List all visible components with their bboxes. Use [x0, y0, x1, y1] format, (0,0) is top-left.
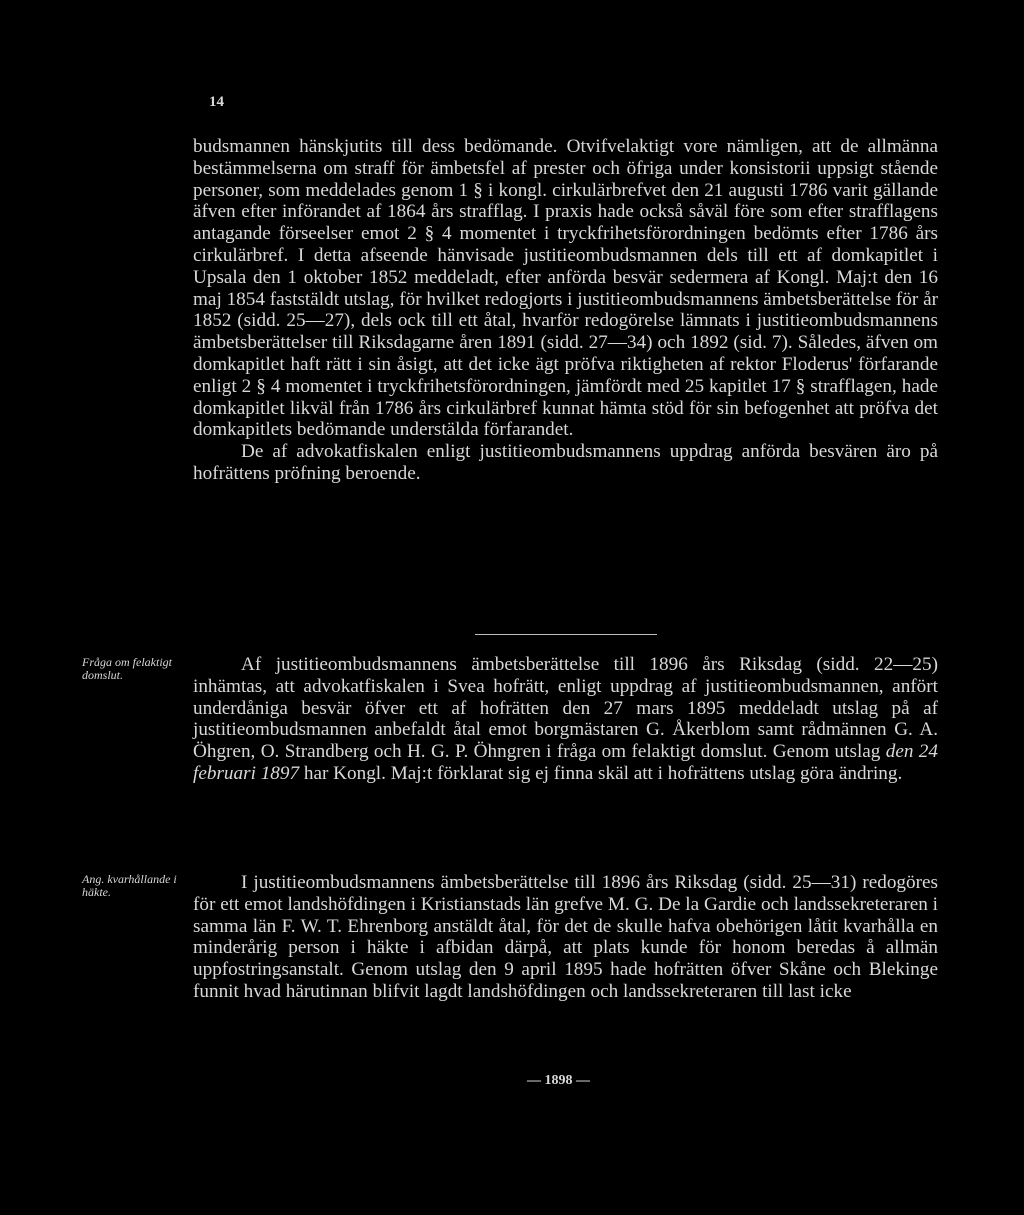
paragraph-3 [193, 654, 938, 785]
paragraph-3-end: har Kongl. Maj:t förklarat sig ej finna skäl att i hofrättens utslag göra ändring. [299, 762, 903, 784]
section-3 [193, 872, 938, 1003]
paragraph-3-date: den 24 februari 1897 [193, 741, 938, 784]
section-2 [193, 654, 938, 785]
paragraph-3-start: Af justitieombudsmannens ämbetsberättelse till 1896 års Riksdag (sidd. 22—25) inhämtas, att advokatfiskalen i Svea hofrätt, enligt uppdrag af justitieombudsmannen, anfört underdåniga besvär öfver ett af hofrätten den 27 mars 1895 meddeladt utslag på af justitieombudsmannen anbefaldt åtal emot borgmästaren G. Åkerblom samt rådmännen G. A. Öhgren, O. Strandberg och H. G. P. Öhngren i fråga om felaktigt domslut. Genom utslag [193, 654, 938, 763]
margin-note-1: Fråga om felaktigt domslut. [82, 655, 172, 682]
section-divider [475, 634, 657, 635]
page-footer: — 1898 — [527, 1073, 590, 1088]
paragraph-4: I justitieombudsmannens ämbetsberättelse till 1896 års Riksdag (sidd. 25—31) redogöres för ett emot landshöfdingen i Kristianstads län grefve M. G. De la Gardie och landssekreteraren i samma län F. W. T. Ehrenborg anstäldt åtal, för det de skulle hafva obehörigen låtit kvarhålla en minderårig person i häkte i afbidan därpå, att plats kunde för honom beredas å allmän uppfostringsanstalt. Genom utslag den 9 april 1895 hade hofrätten öfver Skåne och Blekinge funnit hvad härutinnan blifvit lagdt landshöfdingen och landssekreteraren till last icke [193, 872, 938, 1002]
page-number: 14 [209, 94, 224, 110]
section-1 [193, 136, 938, 485]
paragraph-1: budsmannen hänskjutits till dess bedömande. Otvifvelaktigt vore nämligen, att de allmänna bestämmelserna om straff för ämbetsfel af prester och öfriga under konsistorii uppsigt stående personer, som meddelades genom 1 § i kongl. cirkulärbrefvet den 21 augusti 1786 varit gällande äfven efter införandet af 1864 års strafflag. I praxis hade också såväl före som efter strafflagens antagande förseelser emot 2 § 4 momentet i tryckfrihetsförordningen bedömts efter 1786 års cirkulärbref. I detta afseende hänvisade justitieombudsmannen dels till ett af domkapitlet i Upsala den 1 oktober 1852 meddeladt, efter anförda besvär sedermera af Kongl. Maj:t den 16 maj 1854 faststäldt utslag, för hvilket redogjorts i justitieombudsmannens ämbetsberättelse för år 1852 (sidd. 25—27), dels ock till ett åtal, hvarför redogörelse lämnats i justitieombudsmannens ämbetsberättelser till Riksdagarne åren 1891 (sidd. 27—34) och 1892 (sid. 7). Således, äfven om domkapitlet haft rätt i sin åsigt, att det icke ägt pröfva riktigheten af rektor Floderus' förfarande enligt 2 § 4 momentet i tryckfrihetsförordningen, jämfördt med 25 kapitlet 17 § strafflagen, hade domkapitlet likväl från 1786 års cirkulärbref kunnat hämta stöd för sin befogenhet att pröfva det domkapitlets bedömande understälda förfarandet. [193, 136, 938, 441]
paragraph-2: De af advokatfiskalen enligt justitieombudsmannens uppdrag anförda besvären äro på hofrättens pröfning beroende. [193, 441, 938, 484]
margin-note-2: Ang. kvarhållande i häkte. [82, 872, 177, 899]
